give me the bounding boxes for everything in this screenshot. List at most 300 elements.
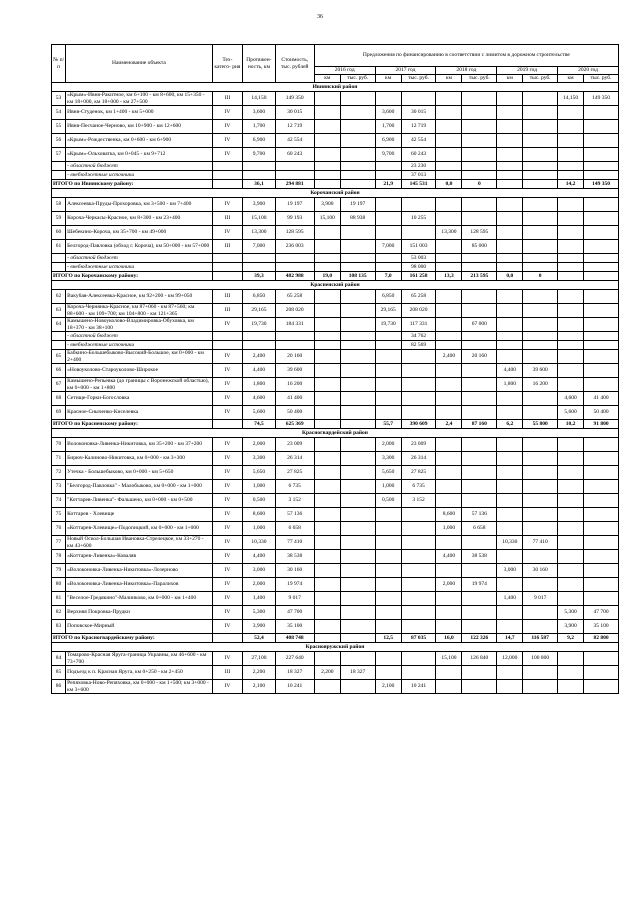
category-cell: IV (212, 120, 242, 134)
length-cell (243, 332, 276, 341)
funding-cell (497, 148, 523, 162)
funding-cell: 213 595 (462, 272, 497, 281)
funding-cell (558, 564, 584, 578)
funding-cell: 6,850 (375, 290, 401, 304)
table-row (52, 578, 619, 592)
funding-cell (558, 550, 584, 564)
funding-source-row (52, 162, 619, 171)
funding-cell (436, 378, 462, 392)
cost-cell: 65 258 (275, 290, 314, 304)
district-name: Корочанский район (52, 189, 619, 198)
table-row (52, 536, 619, 550)
funding-cell (497, 171, 523, 180)
table-row (52, 240, 619, 254)
funding-cell (375, 350, 401, 364)
funding-cell (340, 254, 375, 263)
table-row (52, 92, 619, 106)
object-name: Ивня-Песчаное-Черново, км 10+900 - км 12+600 (66, 120, 213, 134)
length-cell: 2,400 (243, 350, 276, 364)
funding-cell (436, 666, 462, 680)
funding-cell (497, 480, 523, 494)
funding-cell (523, 550, 558, 564)
funding-cell (497, 452, 523, 466)
table-row (52, 406, 619, 420)
funding-cell (462, 254, 497, 263)
funding-cell (314, 304, 340, 318)
table-row (52, 120, 619, 134)
object-name: Сетище-Горки-Богословка (66, 392, 213, 406)
funding-source-row (52, 341, 619, 350)
funding-cell (462, 406, 497, 420)
funding-cell: 35 100 (584, 620, 619, 634)
header-unit: тыс. руб. (340, 75, 375, 83)
object-name: Волоконовка-Ливенка-Никитовка, км 35+200 - км 37+200 (66, 438, 213, 452)
funding-cell (375, 522, 401, 536)
cost-cell: 9 017 (275, 592, 314, 606)
funding-cell (497, 550, 523, 564)
funding-cell (497, 508, 523, 522)
funding-cell: 9,700 (375, 148, 401, 162)
funding-cell: 1,400 (497, 592, 523, 606)
funding-cell (523, 522, 558, 536)
funding-cell (497, 120, 523, 134)
funding-cell (558, 272, 584, 281)
page-number: 36 (317, 14, 323, 20)
funding-cell (401, 652, 436, 666)
cost-cell: 77 410 (275, 536, 314, 550)
funding-cell: 88 938 (340, 212, 375, 226)
header-unit: тыс. руб. (462, 75, 497, 83)
cost-cell: 50 400 (275, 406, 314, 420)
funding-cell (375, 364, 401, 378)
funding-cell (436, 564, 462, 578)
row-number: 81 (52, 592, 66, 606)
funding-cell (523, 494, 558, 508)
length-cell: 19,730 (243, 318, 276, 332)
funding-cell (462, 606, 497, 620)
funding-cell: 0 (523, 272, 558, 281)
object-name: Поповское-Мирный (66, 620, 213, 634)
funding-cell (523, 438, 558, 452)
funding-cell (584, 272, 619, 281)
funding-cell: 87 035 (401, 634, 436, 643)
cost-cell: 625 369 (275, 420, 314, 429)
funding-cell (558, 522, 584, 536)
category-cell: III (212, 666, 242, 680)
funding-cell: 3,000 (497, 564, 523, 578)
object-name: «Крым»-Ивня-Ракитное, км 6+100 - км 8+600, км 15+350 - км 18+000, км 18+000 - км 27+500 (66, 92, 213, 106)
object-name: Алексеевка-Пруды-Прохоровка, км 3+500 - км 7+400 (66, 198, 213, 212)
length-cell: 5,600 (243, 406, 276, 420)
funding-cell (558, 378, 584, 392)
object-name: Белгород-Павловка (обход г. Короча), км 50+000 - км 57+000 (66, 240, 213, 254)
funding-cell (436, 494, 462, 508)
funding-cell (340, 341, 375, 350)
funding-cell (558, 304, 584, 318)
funding-cell: 0,0 (497, 272, 523, 281)
object-name: Красное-Сныченко-Киселевка (66, 406, 213, 420)
funding-cell (558, 148, 584, 162)
object-name: Репяховка-Ново-Репяховка, км 0+000 - км 1+500; км 3+000 - км 3+600 (66, 680, 213, 694)
funding-cell: 55 800 (523, 420, 558, 429)
funding-cell: 4,400 (436, 550, 462, 564)
funding-cell: 5,600 (558, 406, 584, 420)
funding-cell (584, 652, 619, 666)
length-cell: 3,900 (243, 620, 276, 634)
funding-cell (558, 480, 584, 494)
funding-cell (340, 148, 375, 162)
funding-cell (523, 578, 558, 592)
funding-cell (523, 240, 558, 254)
funding-cell (375, 341, 401, 350)
funding-cell (314, 254, 340, 263)
district-name: Красногвардейский район (52, 429, 619, 438)
funding-cell (523, 263, 558, 272)
table-row (52, 480, 619, 494)
table-row (52, 290, 619, 304)
funding-cell (462, 290, 497, 304)
funding-cell: 6 735 (401, 480, 436, 494)
header-unit: тыс. руб. (401, 75, 436, 83)
funding-cell (462, 480, 497, 494)
funding-cell (436, 120, 462, 134)
row-number: 83 (52, 620, 66, 634)
funding-cell (436, 364, 462, 378)
funding-cell (462, 564, 497, 578)
length-cell: 7,000 (243, 240, 276, 254)
funding-cell: 67 000 (462, 318, 497, 332)
funding-cell: 122 326 (462, 634, 497, 643)
funding-cell: 149 350 (584, 180, 619, 189)
funding-cell: 1,800 (497, 378, 523, 392)
funding-cell (314, 406, 340, 420)
funding-cell: 16 200 (523, 378, 558, 392)
object-name: Камышено-Новоуколово-Владимировка-Обуховка, км 18+370 - км 38+100 (66, 318, 213, 332)
funding-cell (523, 212, 558, 226)
funding-cell (497, 180, 523, 189)
category-cell: IV (212, 406, 242, 420)
object-name: Ивня-Студенок, км 1+400 - км 5+000 (66, 106, 213, 120)
district-section-row (52, 83, 619, 92)
table-row (52, 466, 619, 480)
funding-cell (436, 620, 462, 634)
object-name: - внебюджетные источники (66, 171, 213, 180)
length-cell: 3,300 (243, 452, 276, 466)
funding-cell: 37 013 (401, 171, 436, 180)
funding-cell (340, 318, 375, 332)
cost-cell: 30 015 (275, 106, 314, 120)
row-number: 59 (52, 212, 66, 226)
funding-cell (584, 254, 619, 263)
cost-cell (275, 254, 314, 263)
header-category: Тех- катего- рия (212, 45, 242, 83)
cost-cell: 27 825 (275, 466, 314, 480)
funding-cell (401, 508, 436, 522)
funding-cell (523, 254, 558, 263)
funding-cell (523, 148, 558, 162)
cost-cell: 19 197 (275, 198, 314, 212)
category-cell: III (212, 304, 242, 318)
funding-cell (497, 341, 523, 350)
funding-cell (558, 578, 584, 592)
funding-cell (584, 550, 619, 564)
funding-cell (436, 148, 462, 162)
table-row (52, 350, 619, 364)
funding-cell (401, 620, 436, 634)
row-number: 82 (52, 606, 66, 620)
funding-cell (558, 536, 584, 550)
header-year: 2018 год (436, 67, 497, 75)
funding-cell (375, 263, 401, 272)
funding-cell: 29,165 (375, 304, 401, 318)
funding-cell (401, 392, 436, 406)
funding-cell (375, 92, 401, 106)
category-cell: IV (212, 198, 242, 212)
funding-cell (558, 508, 584, 522)
row-number: 65 (52, 350, 66, 364)
funding-cell (375, 592, 401, 606)
funding-cell (436, 240, 462, 254)
funding-cell (314, 652, 340, 666)
funding-cell: 34 762 (401, 332, 436, 341)
funding-cell: 13,3 (436, 272, 462, 281)
funding-source-row (52, 254, 619, 263)
funding-cell (314, 480, 340, 494)
funding-cell (340, 578, 375, 592)
funding-cell: 57 136 (462, 508, 497, 522)
funding-cell (462, 171, 497, 180)
funding-cell (558, 226, 584, 240)
funding-cell (436, 332, 462, 341)
cost-cell (275, 332, 314, 341)
cost-cell: 35 100 (275, 620, 314, 634)
funding-cell: 2,100 (375, 680, 401, 694)
object-name: «Новоуколово-Староуколово-Широкое (66, 364, 213, 378)
funding-cell (584, 226, 619, 240)
funding-cell (375, 212, 401, 226)
category-cell: IV (212, 364, 242, 378)
cost-cell (275, 171, 314, 180)
funding-cell (584, 162, 619, 171)
total-label: ИТОГО по Корочанскому району: (52, 272, 213, 281)
length-cell: 74,5 (243, 420, 276, 429)
table-row (52, 606, 619, 620)
district-total-row (52, 420, 619, 429)
row-number: 71 (52, 452, 66, 466)
object-name: Короча-Чернянка-Красное, км 87+060 - км 87+560; км 88+600 - км 109+700; км 104+800 - км 121+365 (66, 304, 213, 318)
funding-cell: 19,730 (375, 318, 401, 332)
funding-cell: 128 595 (462, 226, 497, 240)
funding-cell (584, 564, 619, 578)
row-number: 53 (52, 92, 66, 106)
funding-cell (375, 508, 401, 522)
object-name: «Крым»-Ольховатка, км 0+045 - км 9+712 (66, 148, 213, 162)
length-cell: 1,000 (243, 522, 276, 536)
header-year: 2016 год (314, 67, 375, 75)
funding-cell: 77 410 (523, 536, 558, 550)
funding-cell: 145 531 (401, 180, 436, 189)
funding-cell: 19 197 (340, 198, 375, 212)
category-cell: IV (212, 494, 242, 508)
funding-cell (375, 406, 401, 420)
cost-cell: 26 314 (275, 452, 314, 466)
funding-cell (462, 106, 497, 120)
funding-cell (314, 564, 340, 578)
row-number: 80 (52, 578, 66, 592)
object-name: - внебюджетные источники (66, 341, 213, 350)
length-cell: 4,400 (243, 364, 276, 378)
funding-cell (314, 606, 340, 620)
funding-cell (497, 198, 523, 212)
funding-cell: 161 258 (401, 272, 436, 281)
funding-cell (340, 606, 375, 620)
funding-cell (558, 341, 584, 350)
table-row (52, 106, 619, 120)
funding-cell (314, 494, 340, 508)
funding-cell: 82 569 (401, 341, 436, 350)
funding-cell (340, 240, 375, 254)
row-number: 75 (52, 508, 66, 522)
funding-cell (462, 438, 497, 452)
length-cell: 2,000 (243, 438, 276, 452)
funding-cell (314, 578, 340, 592)
funding-cell (584, 134, 619, 148)
category-cell: III (212, 290, 242, 304)
funding-cell (584, 350, 619, 364)
funding-cell (523, 452, 558, 466)
funding-cell: 3 152 (401, 494, 436, 508)
length-cell: 3,000 (243, 564, 276, 578)
funding-cell (497, 438, 523, 452)
funding-cell (436, 290, 462, 304)
table-row (52, 438, 619, 452)
header-cost: Стоимость, тыс. рублей (275, 45, 314, 83)
object-name: - внебюджетные источники (66, 263, 213, 272)
row-number: 67 (52, 378, 66, 392)
length-cell: 4,400 (243, 550, 276, 564)
funding-cell (340, 134, 375, 148)
funding-cell (462, 364, 497, 378)
funding-cell: 126 840 (462, 652, 497, 666)
row-number: 55 (52, 120, 66, 134)
row-number: 56 (52, 134, 66, 148)
funding-cell (401, 666, 436, 680)
funding-cell (375, 198, 401, 212)
funding-cell (523, 406, 558, 420)
funding-cell: 14,7 (497, 634, 523, 643)
funding-cell: 60 243 (401, 148, 436, 162)
funding-cell (436, 162, 462, 171)
funding-cell (584, 198, 619, 212)
cost-cell: 42 554 (275, 134, 314, 148)
row-number: 84 (52, 652, 66, 666)
object-name: «Коттарев-Ливенка»-Коваляв (66, 550, 213, 564)
funding-cell: 6 658 (462, 522, 497, 536)
category-cell: IV (212, 606, 242, 620)
funding-cell (340, 162, 375, 171)
funding-cell (558, 438, 584, 452)
funding-cell (584, 120, 619, 134)
funding-cell (558, 212, 584, 226)
funding-cell (375, 332, 401, 341)
funding-cell (584, 666, 619, 680)
funding-cell: 0 (462, 180, 497, 189)
funding-cell (314, 438, 340, 452)
district-section-row (52, 643, 619, 652)
table-row (52, 550, 619, 564)
row-number: 79 (52, 564, 66, 578)
funding-cell (314, 92, 340, 106)
funding-cell (558, 106, 584, 120)
funding-cell (462, 592, 497, 606)
funding-cell: 100 800 (523, 652, 558, 666)
funding-cell (340, 420, 375, 429)
funding-cell: 14,150 (558, 92, 584, 106)
funding-cell: 12 719 (401, 120, 436, 134)
length-cell: 10,330 (243, 536, 276, 550)
funding-cell: 19,0 (314, 272, 340, 281)
funding-cell (558, 364, 584, 378)
table-row (52, 226, 619, 240)
funding-cell (314, 620, 340, 634)
cost-cell: 3 152 (275, 494, 314, 508)
row-number: 69 (52, 406, 66, 420)
table-row (52, 494, 619, 508)
table-header (52, 45, 619, 83)
length-cell (243, 263, 276, 272)
funding-cell (497, 134, 523, 148)
funding-cell: 16,0 (436, 634, 462, 643)
funding-cell: 10 255 (401, 212, 436, 226)
length-cell: 36,1 (243, 180, 276, 189)
funding-cell (340, 406, 375, 420)
funding-cell (340, 522, 375, 536)
funding-cell (523, 162, 558, 171)
length-cell: 1,000 (243, 480, 276, 494)
cost-cell: 38 538 (275, 550, 314, 564)
funding-cell: 2,200 (314, 666, 340, 680)
funding-cell (340, 620, 375, 634)
funding-cell (462, 332, 497, 341)
cost-cell: 60 243 (275, 148, 314, 162)
row-number: 74 (52, 494, 66, 508)
cost-cell (275, 162, 314, 171)
length-cell: 2,100 (243, 680, 276, 694)
funding-cell (340, 332, 375, 341)
funding-cell: 12,5 (375, 634, 401, 643)
funding-cell (584, 494, 619, 508)
funding-cell (523, 226, 558, 240)
funding-cell (340, 120, 375, 134)
cost-cell: 16 200 (275, 378, 314, 392)
category-cell: IV (212, 392, 242, 406)
category-cell: IV (212, 148, 242, 162)
funding-source-row (52, 332, 619, 341)
funding-cell: 2,000 (375, 438, 401, 452)
funding-cell: 12,000 (497, 652, 523, 666)
object-name: - областной бюджет (66, 332, 213, 341)
object-name: Новый Оскол-Большая Ивановка-Стрелецкое, км 33+270 - км 43+600 (66, 536, 213, 550)
table-row (52, 392, 619, 406)
cost-cell (275, 341, 314, 350)
funding-cell (558, 240, 584, 254)
category-cell (212, 180, 242, 189)
funding-cell: 18 327 (340, 666, 375, 680)
funding-cell: 50 400 (584, 406, 619, 420)
funding-cell (584, 680, 619, 694)
funding-cell (436, 392, 462, 406)
cost-cell: 408 748 (275, 634, 314, 643)
